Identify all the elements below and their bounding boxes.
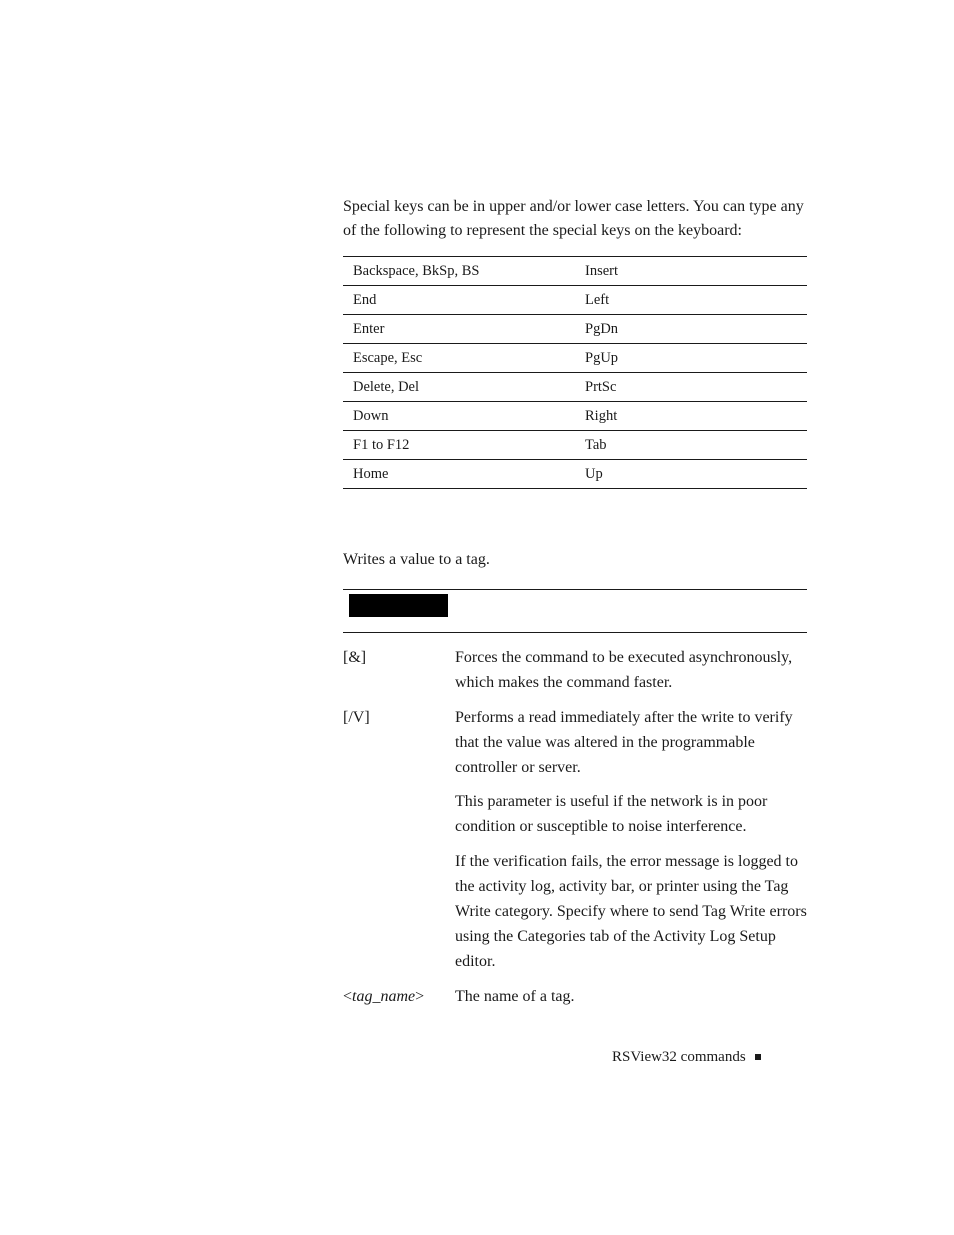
table-cell: Escape, Esc <box>343 344 575 373</box>
param-name-verify: [/V] <box>343 709 370 726</box>
param-desc-verify: Performs a read immediately after the write to verify that the value was altered in the programmable controller or server. <box>455 709 793 776</box>
table-row <box>343 402 807 431</box>
table-cell: Backspace, BkSp, BS <box>343 257 575 286</box>
table-row <box>343 373 807 402</box>
syntax-divider-bottom <box>343 632 807 633</box>
table-cell: PgDn <box>575 315 807 344</box>
param-name-tag <box>343 984 424 1009</box>
table-row <box>343 344 807 373</box>
table-cell: End <box>343 286 575 315</box>
param-desc-tag: The name of a tag. <box>455 988 575 1005</box>
table-cell: Right <box>575 402 807 431</box>
table-row <box>343 286 807 315</box>
table-cell: Up <box>575 460 807 489</box>
command-description: Writes a value to a tag. <box>343 551 490 568</box>
table-cell: Delete, Del <box>343 373 575 402</box>
table-cell: Tab <box>575 431 807 460</box>
table-cell: F1 to F12 <box>343 431 575 460</box>
table-cell: PgUp <box>575 344 807 373</box>
syntax-divider-top <box>343 589 807 590</box>
table-row <box>343 460 807 489</box>
param-name-async: [&] <box>343 649 367 666</box>
table-row <box>343 431 807 460</box>
param-name-close: > <box>415 988 425 1005</box>
syntax-redaction-bar <box>349 594 448 617</box>
table-cell: Enter <box>343 315 575 344</box>
intro-paragraph: Special keys can be in upper and/or lower case letters. You can type any of the following to represent the special keys on the keyboard: <box>343 198 804 239</box>
footer-square-icon <box>755 1054 761 1060</box>
table-cell: Left <box>575 286 807 315</box>
page-footer: RSView32 commands <box>612 1049 746 1065</box>
table-cell: Down <box>343 402 575 431</box>
table-cell: Insert <box>575 257 807 286</box>
param-name-italic: tag_name <box>352 988 416 1005</box>
table-row <box>343 257 807 286</box>
param-desc-verify-note: This parameter is useful if the network is in poor condition or susceptible to noise interference. <box>455 793 768 835</box>
param-desc-async: Forces the command to be executed asynchronously, which makes the command faster. <box>455 649 793 691</box>
param-name-open: < <box>343 988 353 1005</box>
param-desc-verify-fail: If the verification fails, the error message is logged to the activity log, activity bar, or printer using the Tag Write category. Specify where to send Tag Write errors using the Categories tab of the Activity Log Setup editor. <box>455 853 807 970</box>
special-keys-table <box>343 256 807 489</box>
table-cell: Home <box>343 460 575 489</box>
table-row <box>343 315 807 344</box>
table-cell: PrtSc <box>575 373 807 402</box>
